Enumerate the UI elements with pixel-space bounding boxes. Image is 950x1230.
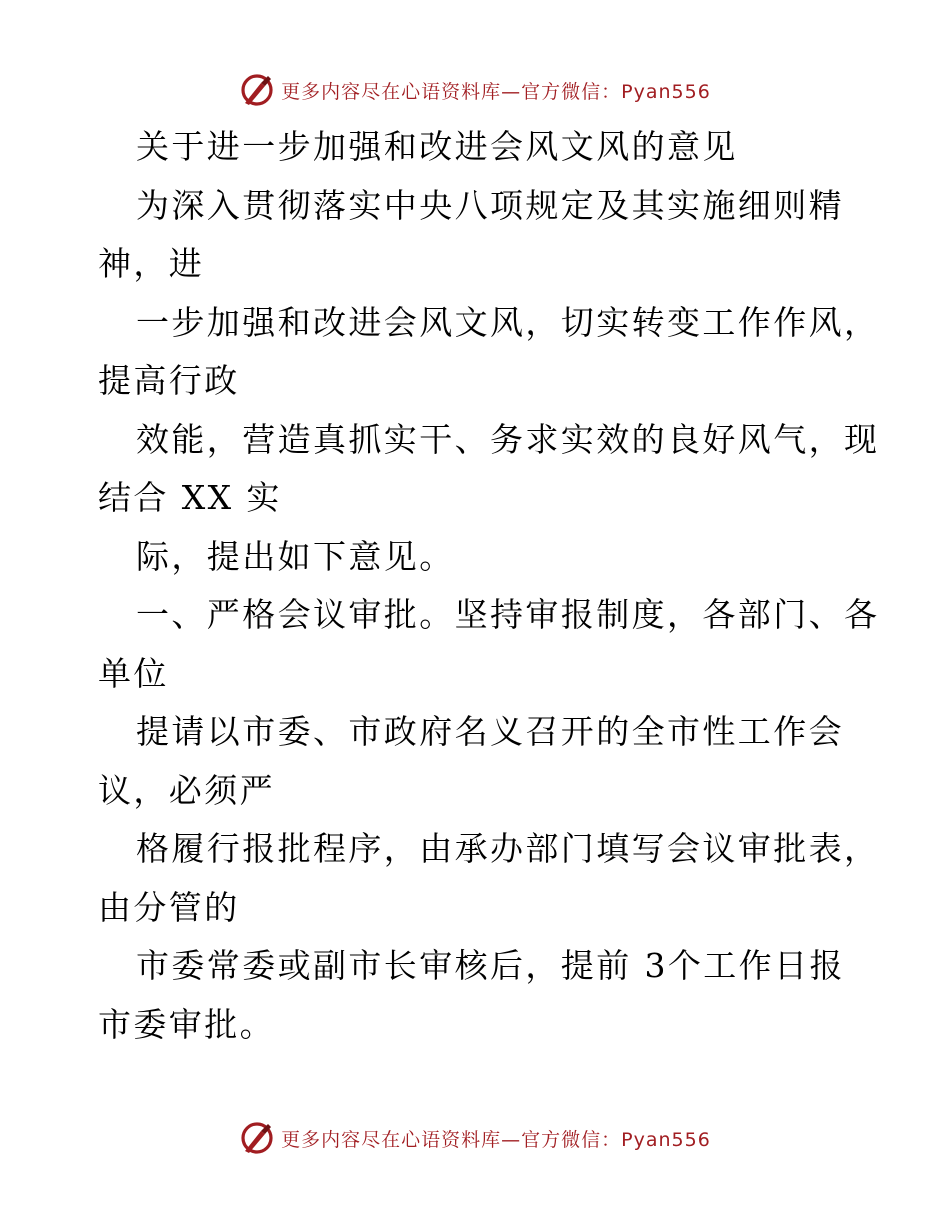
text-line: 提请以市委、市政府名义召开的全市性工作会: [136, 712, 844, 751]
text-line: 关于进一步加强和改进会风文风的意见: [136, 127, 738, 166]
text-line: 议，必须严: [98, 770, 275, 810]
text-line: 由分管的: [98, 887, 240, 927]
text-line: 效能，营造真抓实干、务求实效的良好风气，现: [136, 419, 880, 459]
text-line: 为深入贯彻落实中央八项规定及其实施细则精: [136, 185, 844, 225]
text-line: 市委审批。: [98, 1004, 275, 1044]
text-line: 神，进: [98, 244, 205, 283]
pen-logo-icon: [239, 72, 275, 108]
text-line: 市委常委或副市长审核后，提前 3个工作日报: [136, 946, 845, 985]
header-banner: [0, 70, 950, 110]
text-line: 一步加强和改进会风文风，切实转变工作作风，: [136, 302, 880, 342]
document-body: [98, 118, 880, 1054]
pen-logo-icon: [239, 1120, 275, 1156]
banner-text: 更多内容尽在心语资料库—官方微信：Pyan556: [281, 1128, 711, 1151]
text-line: 际，提出如下意见。: [136, 536, 455, 576]
text-line: 提高行政: [98, 361, 240, 400]
text-line: 一、严格会议审批。坚持审报制度，各部门、各: [136, 595, 880, 634]
text-line: 结合 XX 实: [98, 478, 282, 517]
text-line: 格履行报批程序，由承办部门填写会议审批表，: [136, 829, 880, 868]
footer-banner: [0, 1118, 950, 1158]
text-line: 单位: [98, 653, 169, 693]
banner-text: 更多内容尽在心语资料库—官方微信：Pyan556: [281, 80, 711, 103]
